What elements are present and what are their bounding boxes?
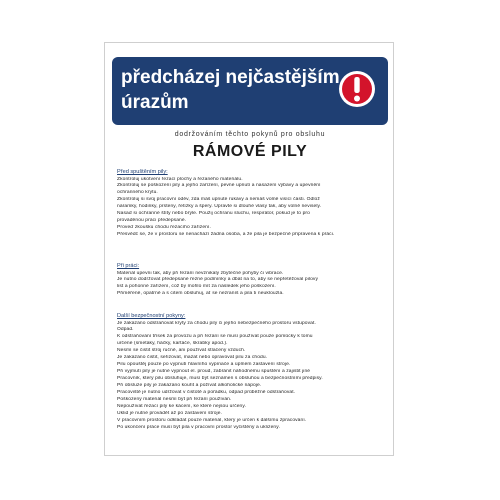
section-line: Proveď zkoušku chodu řezacího zařízení. bbox=[117, 225, 211, 231]
section-heading: Před spuštěním pily: bbox=[117, 169, 168, 175]
section-line: Přiměřeně, opatrně a s citem obsluhuj, ať se nezraníš a pila ti neuklouzla. bbox=[117, 291, 284, 297]
banner-title bbox=[121, 65, 341, 115]
section-line: list a pohonné zařízení, což by mohlo mít za následek jeho poškození. bbox=[117, 284, 276, 290]
sign-main-title: RÁMOVÉ PILY bbox=[192, 143, 308, 160]
section-line: náramky, hodinky, prsteny, řetízky a špery. Upravte si dlouhé vlasy tak, aby volně nevisely. bbox=[117, 204, 322, 210]
section-line: ochranného krytu. bbox=[117, 190, 158, 196]
section-line: Při vyjmutí pily je nutné vypnout el. proud, zabránit náhodnému spuštění a zajistit jiné bbox=[117, 369, 311, 375]
section-line: Odpad. bbox=[117, 327, 134, 333]
banner-title-line2: úrazům bbox=[121, 92, 189, 113]
section-line: Poškozený materiál nesmí být při řezání používán. bbox=[117, 396, 232, 402]
banner-title-line1: předcházej nejčastějším bbox=[121, 67, 340, 88]
section-line: Při obsluze pily je zakázáno kouřit a požívat alkoholické nápoje. bbox=[117, 383, 262, 389]
section-line: Zkontroluj se poškození pily a jejího zařízení, pevné upnutí a nasazení výbavy a upevnění bbox=[117, 183, 321, 189]
section-during-work bbox=[117, 263, 383, 298]
section-line: V pracovním prostoru odkládat pouze materiál, který je určen k dalšímu zpracování. bbox=[117, 417, 307, 423]
section-line: Po ukončení práce musí být pila v pracovní prostor vyčištěný a uklizený. bbox=[117, 424, 281, 430]
section-line: Nepoužívat řezací pily ke kácení, ke které nejsou určeny. bbox=[117, 403, 247, 409]
section-heading: Další bezpečnostní pokyny: bbox=[117, 313, 186, 319]
section-line: Pilu opouštěj pouze po vypnutí hlavního vypínače a úplném zastavení stroje. bbox=[117, 362, 291, 368]
sign-subtitle: dodržováním těchto pokynů pro obsluhu bbox=[174, 131, 326, 138]
sign-banner bbox=[112, 57, 388, 125]
section-line: Je nutno dodržovat předepsané řezné podmínky a dbát na to, aby se nepřetěžoval pilový bbox=[117, 277, 318, 283]
exclamation-icon bbox=[338, 70, 376, 108]
section-line: Úklid je nutné provádět až po zastavení stroje. bbox=[117, 410, 223, 416]
section-line: určené (smetáky, háčky, kartáče, škrabky apod.). bbox=[117, 341, 228, 347]
section-line: Je zakázáno čistit, seřizovat, mazat nebo opravovat pilu za chodu. bbox=[117, 355, 268, 361]
section-line: K odstraňování třísek za provozu a při řezání se musí používat pouze pomůcky k tomu bbox=[117, 334, 313, 340]
section-other-instructions bbox=[117, 313, 383, 432]
section-line: Nesmí se čistit stroj ručně, ani používat stlačený vzduch. bbox=[117, 348, 246, 354]
section-line: Je zakázáno odstraňovat kryty za chodu pily či jejího nebezpečného prostoru vstupovat. bbox=[117, 320, 316, 326]
section-line: Zkontroluj ukotvení řezací plochy a řezaného materiálu. bbox=[117, 176, 243, 182]
section-line: Nasaď si ochranné štíty nebo brýle. Použij ochranu sluchu, respirátor, pokud je to pro bbox=[117, 211, 310, 217]
section-heading: Při práci: bbox=[117, 263, 140, 269]
section-before-use bbox=[117, 169, 383, 239]
safety-sign bbox=[104, 42, 394, 456]
section-line: Pracoviště je nutno udržovat v čistotě a pořádku, odpad průběžně odstraňovat. bbox=[117, 390, 296, 396]
section-line: Přesvědč se, že v prostoru se nenachází žádná osoba, a že pila je bezpečně připravena k práci. bbox=[117, 232, 335, 238]
section-line: Materiál upevni tak, aby při řezání nevznikaly zbytečné pohyby či vibrace. bbox=[117, 270, 284, 276]
section-line: Pracovník, který pilu obsluhuje, musí být seznámen s obsluhou a bezpečnostními předpisy. bbox=[117, 376, 323, 382]
section-line: Zkontroluj si svůj pracovní oděv, zda máš upnuté rukávy a nemáš volně visící části. Odlož bbox=[117, 197, 320, 203]
section-line: prováděnou práci předepsané. bbox=[117, 218, 187, 224]
